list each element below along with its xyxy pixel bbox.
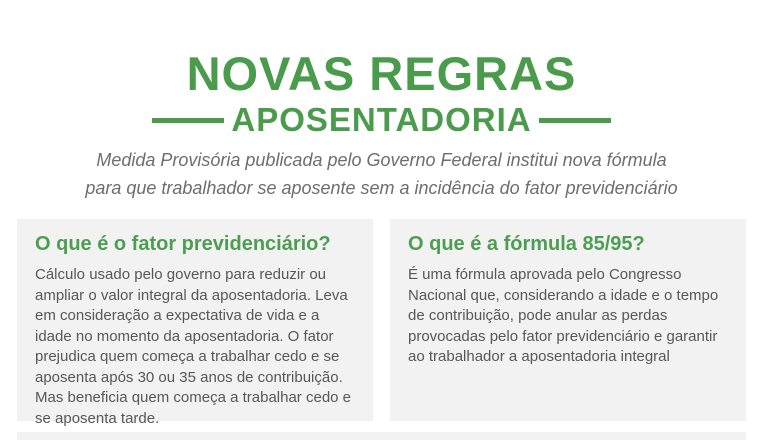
card-body: É uma fórmula aprovada pelo Congresso Nacional que, considerando a idade e o tempo de contribuição, pode anular as perdas provocadas pelo fator previdenciário e garantir ao trabalhador a aposentadoria integral — [408, 266, 719, 365]
intro-text-line2: para que trabalhador se aposente sem a incidência do fator previdenciário — [85, 178, 678, 198]
card-formula-85-95 — [390, 219, 746, 421]
intro-text-line1: Medida Provisória publicada pelo Governo Federal institui nova fórmula — [96, 150, 667, 170]
page-title: NOVAS REGRAS — [186, 47, 577, 100]
title-rule-left — [152, 118, 224, 123]
page-subtitle-row — [0, 103, 763, 137]
card-fator-previdenciario — [17, 219, 373, 427]
page-subtitle: APOSENTADORIA — [231, 101, 532, 138]
intro-text — [0, 146, 763, 202]
card-title: O que é o fator previdenciário? — [35, 233, 331, 255]
card-body: Cálculo usado pelo governo para reduzir ou ampliar o valor integral da aposentadoria. Leva em consideração a expectativa de vida e a idade no momento da aposentadoria. O fator prejudica quem começa a trabalhar cedo e se aposenta após 30 ou 35 anos de contribuição. Mas beneficia quem começa a trabalhar cedo e se aposenta tarde. — [35, 266, 352, 427]
card-title: O que é a fórmula 85/95? — [408, 233, 645, 255]
info-cards — [17, 219, 746, 427]
partial-card-cutoff — [17, 432, 746, 440]
title-rule-right — [539, 118, 611, 123]
